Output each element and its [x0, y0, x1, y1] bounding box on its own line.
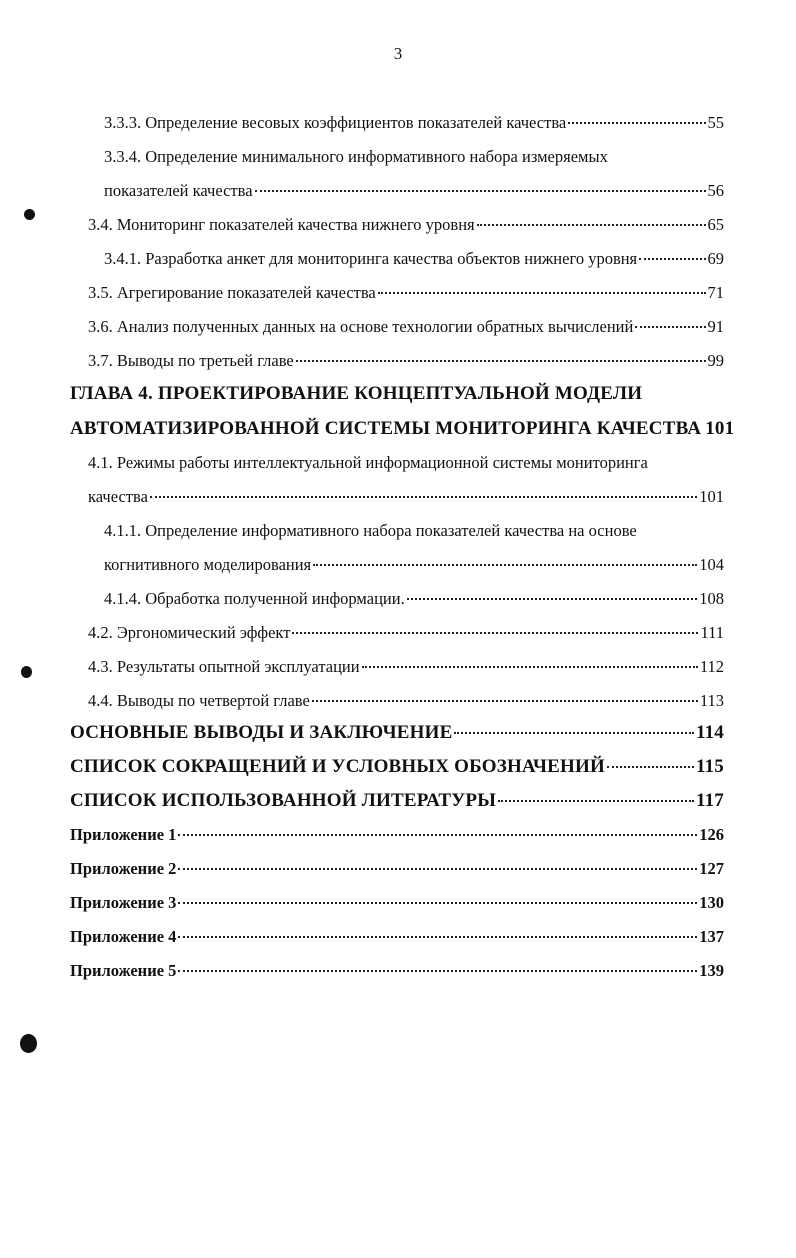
toc-entry-4-1-1[interactable]	[104, 554, 724, 576]
dot-leader	[178, 936, 697, 938]
toc-entry-page: 108	[699, 589, 724, 608]
toc-entry-title: 4.4. Выводы по четвертой главе	[88, 691, 310, 710]
toc-entry-3-3-4[interactable]	[104, 180, 724, 202]
toc-entry-page: 115	[695, 756, 724, 777]
dot-leader	[607, 766, 694, 768]
binder-hole-mark	[20, 1034, 37, 1053]
toc-entry-title: СПИСОК СОКРАЩЕНИЙ И УСЛОВНЫХ ОБОЗНАЧЕНИЙ	[70, 756, 605, 777]
dot-leader	[568, 122, 705, 124]
toc-entry-3-5[interactable]	[88, 282, 724, 304]
page-number: 3	[393, 44, 403, 63]
dot-leader	[296, 360, 706, 362]
toc-appendix-2[interactable]	[70, 858, 724, 880]
toc-entry-page: 56	[707, 181, 724, 200]
dot-leader	[312, 700, 698, 702]
toc-entry-page: 91	[707, 317, 724, 336]
toc-entry-page: 117	[695, 790, 724, 811]
toc-entry-title: Приложение 1	[70, 825, 177, 844]
toc-appendix-4[interactable]	[70, 926, 724, 948]
toc-entry-title: ОСНОВНЫЕ ВЫВОДЫ И ЗАКЛЮЧЕНИЕ	[70, 722, 453, 743]
toc-entry-title: 3.3.3. Определение весовых коэффициентов показателей качества	[104, 113, 567, 132]
toc-entry-title: качества	[88, 487, 148, 506]
toc-appendix-5[interactable]	[70, 960, 724, 982]
toc-entry-3-7[interactable]	[88, 350, 724, 372]
dot-leader	[178, 970, 697, 972]
dot-leader	[454, 732, 693, 734]
toc-entry-title: 4.3. Результаты опытной эксплуатации	[88, 657, 360, 676]
dot-leader	[255, 190, 706, 192]
toc-entry-4-1[interactable]	[88, 486, 724, 508]
toc-entry-title: Приложение 5	[70, 961, 177, 980]
toc-entry-page: 65	[707, 215, 724, 234]
toc-entry-title: 3.7. Выводы по третьей главе	[88, 351, 294, 370]
toc-entry-page: 69	[707, 249, 724, 268]
toc-entry-page: 71	[707, 283, 724, 302]
toc-entry-page: 101	[699, 487, 724, 506]
toc-chapter-4[interactable]	[70, 418, 735, 440]
toc-entry-page: 112	[699, 657, 724, 676]
toc-entry-4-1-1-line1: 4.1.1. Определение информативного набора показателей качества на основе	[104, 521, 637, 540]
toc-entry-title: 4.1.4. Обработка полученной информации.	[104, 589, 405, 608]
toc-entry-title: Приложение 3	[70, 893, 177, 912]
toc-entry-title: 3.5. Агрегирование показателей качества	[88, 283, 376, 302]
toc-entry-title: 3.6. Анализ полученных данных на основе технологии обратных вычислений	[88, 317, 634, 336]
dot-leader	[407, 598, 698, 600]
toc-entry-4-1-line1: 4.1. Режимы работы интеллектуальной информационной системы мониторинга	[88, 453, 648, 472]
dot-leader	[477, 224, 706, 226]
toc-entry-3-3-4-line1: 3.3.4. Определение минимального информативного набора измеряемых	[104, 147, 608, 166]
toc-conclusions[interactable]	[70, 722, 724, 744]
dot-leader	[313, 564, 697, 566]
toc-references[interactable]	[70, 790, 724, 812]
binder-hole-mark	[24, 209, 35, 220]
toc-entry-page: 126	[699, 825, 724, 844]
toc-entry-page: 55	[707, 113, 724, 132]
toc-entry-title: 3.4. Мониторинг показателей качества нижнего уровня	[88, 215, 475, 234]
toc-entry-3-6[interactable]	[88, 316, 724, 338]
toc-entry-3-3-3[interactable]	[104, 112, 724, 134]
dot-leader	[292, 632, 698, 634]
toc-entry-page: 113	[699, 691, 724, 710]
toc-entry-title: Приложение 2	[70, 859, 177, 878]
dot-leader	[178, 902, 697, 904]
dot-leader	[362, 666, 698, 668]
dot-leader	[378, 292, 706, 294]
toc-entry-page: 101	[705, 418, 735, 439]
toc-entry-page: 139	[699, 961, 724, 980]
toc-entry-page: 99	[707, 351, 724, 370]
dot-leader	[178, 834, 697, 836]
toc-entry-title: АВТОМАТИЗИРОВАННОЙ СИСТЕМЫ МОНИТОРИНГА КАЧЕСТВА	[70, 418, 702, 439]
toc-abbreviations[interactable]	[70, 756, 724, 778]
toc-entry-title: когнитивного моделирования	[104, 555, 312, 574]
dot-leader	[635, 326, 705, 328]
toc-entry-4-3[interactable]	[88, 656, 724, 678]
toc-entry-title: Приложение 4	[70, 927, 177, 946]
dot-leader	[150, 496, 697, 498]
toc-appendix-3[interactable]	[70, 892, 724, 914]
toc-entry-4-2[interactable]	[88, 622, 724, 644]
toc-entry-3-4-1[interactable]	[104, 248, 724, 270]
toc-entry-4-4[interactable]	[88, 690, 724, 712]
toc-chapter-4-line1: ГЛАВА 4. ПРОЕКТИРОВАНИЕ КОНЦЕПТУАЛЬНОЙ МОДЕЛИ	[70, 383, 643, 404]
toc-entry-page: 111	[700, 623, 724, 642]
toc-entry-title: 3.4.1. Разработка анкет для мониторинга качества объектов нижнего уровня	[104, 249, 638, 268]
toc-entry-3-4[interactable]	[88, 214, 724, 236]
dot-leader	[178, 868, 697, 870]
toc-entry-page: 127	[699, 859, 724, 878]
dot-leader	[639, 258, 705, 260]
toc-entry-page: 114	[695, 722, 724, 743]
toc-entry-page: 130	[699, 893, 724, 912]
toc-entry-page: 137	[699, 927, 724, 946]
toc-entry-page: 104	[699, 555, 724, 574]
toc-appendix-1[interactable]	[70, 824, 724, 846]
toc-entry-title: 4.2. Эргономический эффект	[88, 623, 291, 642]
toc-entry-4-1-4[interactable]	[104, 588, 724, 610]
toc-entry-title: СПИСОК ИСПОЛЬЗОВАННОЙ ЛИТЕРАТУРЫ	[70, 790, 497, 811]
toc-entry-title: показателей качества	[104, 181, 253, 200]
binder-hole-mark	[21, 666, 32, 678]
dot-leader	[498, 800, 694, 802]
